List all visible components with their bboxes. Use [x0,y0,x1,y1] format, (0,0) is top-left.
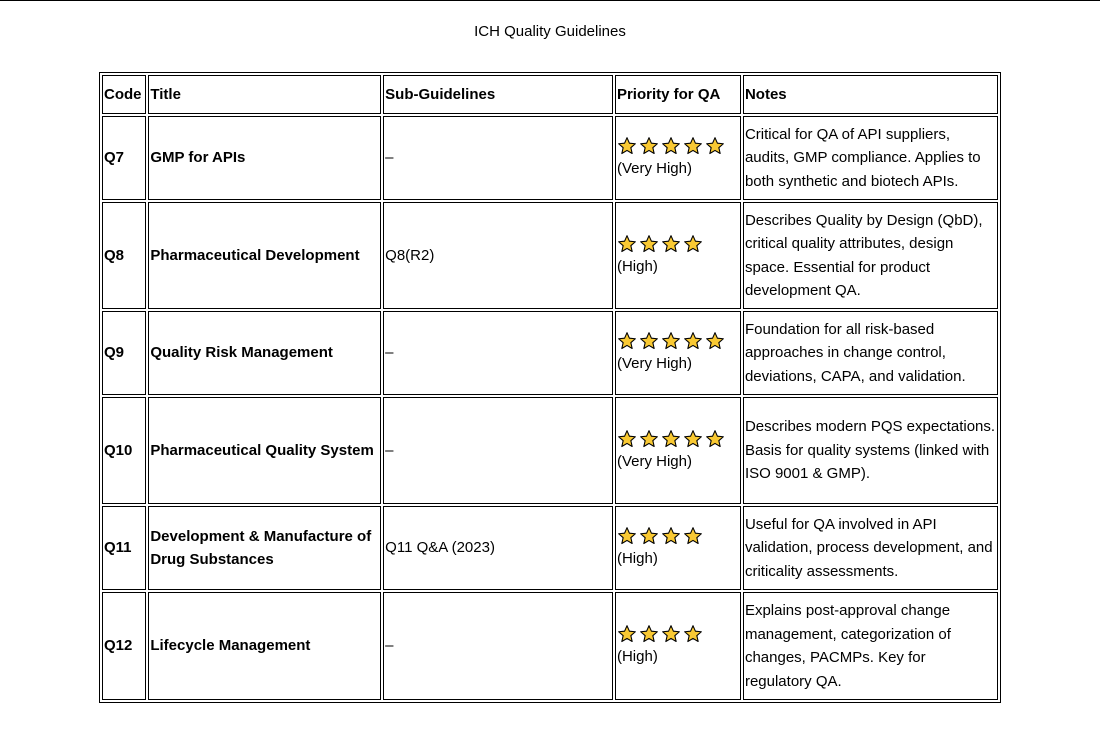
header-code: Code [102,75,146,114]
star-icon [639,624,659,644]
priority-label: (Very High) [616,160,692,177]
star-icon [683,429,703,449]
cell-notes: Useful for QA involved in API validation, process development, and criticality assessments. [743,506,998,590]
cell-notes: Foundation for all risk-based approaches in change control, deviations, CAPA, and validation. [743,311,998,395]
star-icon [617,624,637,644]
header-priority: Priority for QA [615,75,741,114]
star-rating [617,429,739,451]
priority-label: (High) [616,257,658,275]
star-icon [683,526,703,546]
cell-priority [615,592,741,700]
cell-code: Q10 [102,397,146,504]
cell-sub-guidelines: – [383,311,613,395]
star-icon [639,429,659,449]
table-row [102,116,998,200]
cell-sub-guidelines: – [383,592,613,700]
cell-title: Pharmaceutical Quality System [148,397,381,504]
table-row [102,202,998,309]
table-body [102,116,998,700]
cell-code: Q8 [102,202,146,309]
priority-label: (Very High) [616,355,692,372]
star-icon [683,136,703,156]
priority-label: (Very High) [616,452,692,470]
cell-sub-guidelines: – [383,116,613,200]
cell-notes: Describes Quality by Design (QbD), critical quality attributes, design space. Essential for product development QA. [743,202,998,309]
star-icon [661,429,681,449]
star-icon [617,136,637,156]
cell-priority [615,506,741,590]
star-icon [617,331,637,351]
star-icon [639,526,659,546]
cell-code: Q12 [102,592,146,700]
star-rating [617,234,739,256]
cell-sub-guidelines: Q11 Q&A (2023) [383,506,613,590]
cell-priority [615,202,741,309]
star-icon [661,526,681,546]
cell-title: Development & Manufacture of Drug Substances [148,506,381,590]
priority-label: (High) [616,550,658,567]
star-icon [661,136,681,156]
star-rating [617,526,739,548]
cell-title: Pharmaceutical Development [148,202,381,309]
table-row [102,506,998,590]
cell-notes: Describes modern PQS expectations. Basis for quality systems (linked with ISO 9001 & GMP). [743,397,998,504]
table-row [102,311,998,395]
top-rule [0,0,1100,1]
star-rating [617,624,739,646]
star-rating [617,136,739,158]
table-header-row [102,75,998,114]
cell-notes: Explains post-approval change management, categorization of changes, PACMPs. Key for regulatory QA. [743,592,998,700]
cell-priority [615,397,741,504]
cell-code: Q11 [102,506,146,590]
cell-title: Quality Risk Management [148,311,381,395]
star-icon [661,624,681,644]
cell-title: GMP for APIs [148,116,381,200]
star-icon [683,234,703,254]
star-icon [683,624,703,644]
star-icon [617,526,637,546]
star-icon [617,234,637,254]
star-icon [617,429,637,449]
cell-sub-guidelines: – [383,397,613,504]
cell-priority [615,116,741,200]
star-icon [683,331,703,351]
header-title: Title [148,75,381,114]
cell-code: Q7 [102,116,146,200]
cell-notes: Critical for QA of API suppliers, audits, GMP compliance. Applies to both synthetic and biotech APIs. [743,116,998,200]
star-icon [705,136,725,156]
page-title: ICH Quality Guidelines [474,23,626,40]
table-row [102,397,998,504]
star-icon [705,331,725,351]
guidelines-table [99,72,1001,703]
star-icon [661,234,681,254]
header-sub-guidelines: Sub-Guidelines [383,75,613,114]
star-icon [639,136,659,156]
priority-label: (High) [616,648,658,665]
table-row [102,592,998,700]
cell-code: Q9 [102,311,146,395]
cell-sub-guidelines: Q8(R2) [383,202,613,309]
star-rating [617,331,739,353]
star-icon [705,429,725,449]
header-notes: Notes [743,75,998,114]
cell-priority [615,311,741,395]
star-icon [639,234,659,254]
star-icon [639,331,659,351]
star-icon [661,331,681,351]
cell-title: Lifecycle Management [148,592,381,700]
